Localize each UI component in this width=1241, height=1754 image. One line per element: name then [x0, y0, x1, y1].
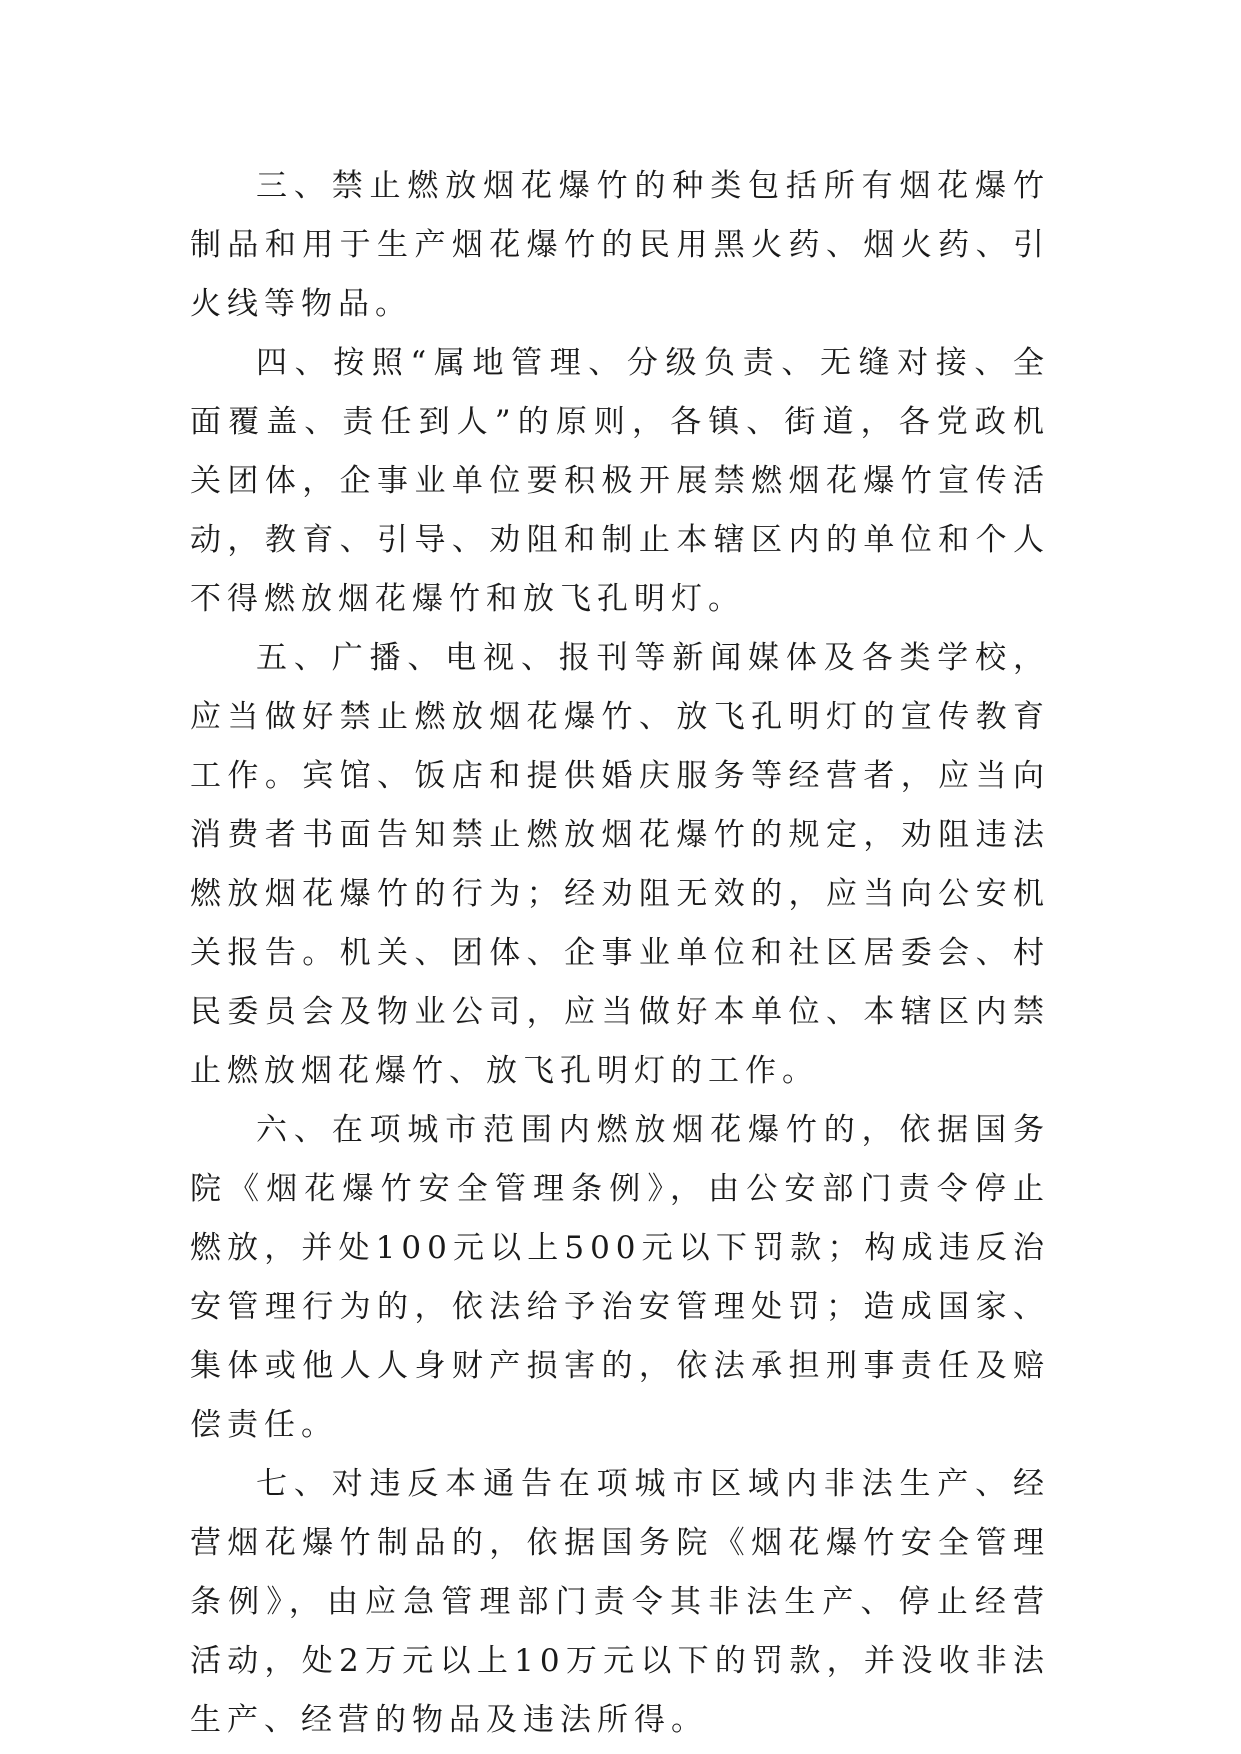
- paragraph-3: 三、禁止燃放烟花爆竹的种类包括所有烟花爆竹制品和用于生产烟花爆竹的民用黑火药、烟火药、引火线等物品。: [190, 168, 1050, 322]
- paragraph-4: 四、按照“属地管理、分级负责、无缝对接、全面覆盖、责任到人”的原则，各镇、街道，各党政机关团体，企事业单位要积极开展禁燃烟花爆竹宣传活动，教育、引导、劝阻和制止本辖区内的单位和个人不得燃放烟花爆竹和放飞孔明灯。: [190, 345, 1050, 617]
- paragraph-6: 六、在项城市范围内燃放烟花爆竹的，依据国务院《烟花爆竹安全管理条例》，由公安部门责令停止燃放，并处100元以上500元以下罚款；构成违反治安管理行为的，依法给予治安管理处罚；造成国家、集体或他人人身财产损害的，依法承担刑事责任及赔偿责任。: [190, 1112, 1050, 1443]
- document-body: [190, 157, 1050, 1750]
- paragraph-7: 七、对违反本通告在项城市区域内非法生产、经营烟花爆竹制品的，依据国务院《烟花爆竹安全管理条例》，由应急管理部门责令其非法生产、停止经营活动，处2万元以上10万元以下的罚款，并没收非法生产、经营的物品及违法所得。: [190, 1466, 1050, 1738]
- paragraph-5: 五、广播、电视、报刊等新闻媒体及各类学校，应当做好禁止燃放烟花爆竹、放飞孔明灯的宣传教育工作。宾馆、饭店和提供婚庆服务等经营者，应当向消费者书面告知禁止燃放烟花爆竹的规定，劝阻违法燃放烟花爆竹的行为；经劝阻无效的，应当向公安机关报告。机关、团体、企事业单位和社区居委会、村民委员会及物业公司，应当做好本单位、本辖区内禁止燃放烟花爆竹、放飞孔明灯的工作。: [190, 640, 1050, 1089]
